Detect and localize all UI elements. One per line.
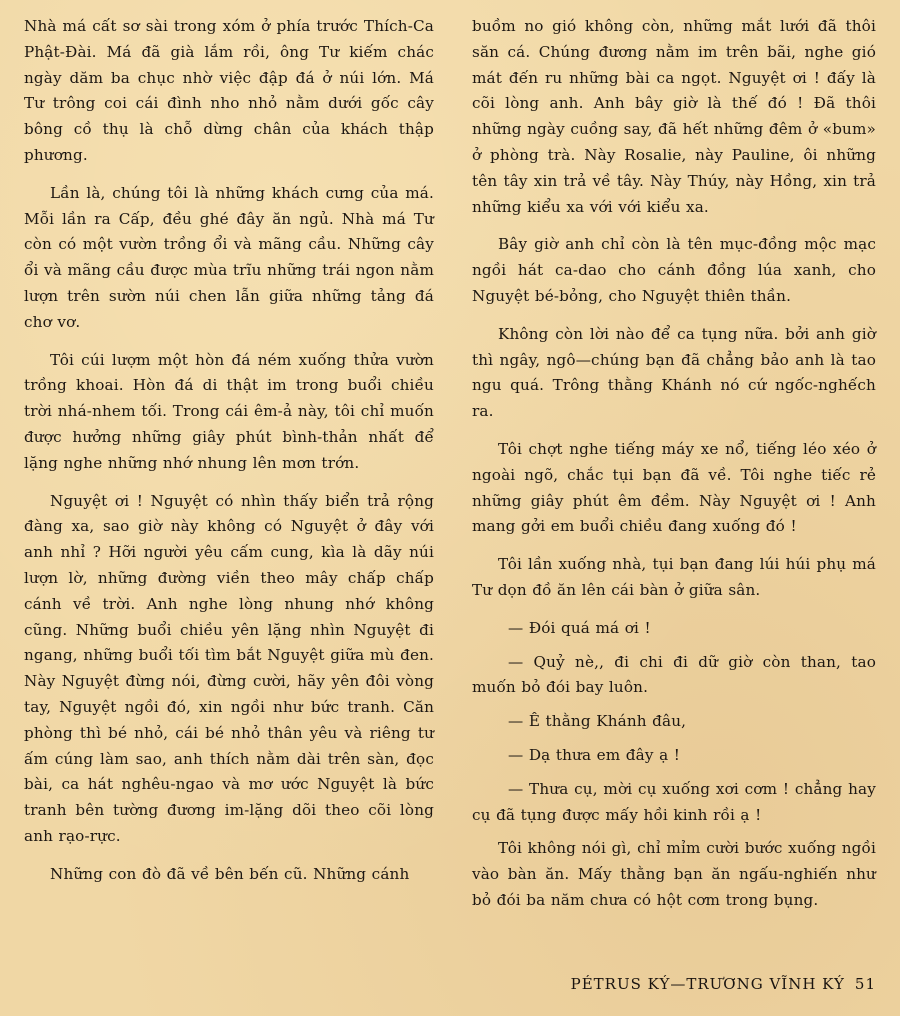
running-title: PÉTRUS KÝ—TRƯƠNG VĨNH KÝ	[570, 975, 845, 993]
paragraph: Bây giờ anh chỉ còn là tên mục-đồng mộc mạc ngồi hát ca-dao cho cánh đồng lúa xanh, cho Nguyệt bé-bỏng, cho Nguyệt thiên thần.	[472, 235, 876, 305]
right-text-column	[472, 14, 876, 926]
dialog-line: — Quỷ nè,, đi chi đi dữ giờ còn than, tao muốn bỏ đói bay luôn.	[472, 652, 876, 697]
paragraph: Nguyệt ơi ! Nguyệt có nhìn thấy biển trả rộng đàng xa, sao giờ này không có Nguyệt ở đây với anh nhỉ ? Hỡi người yêu cấm cung, kìa là dãy núi lượn lờ, những đường viền theo mây chấp chấp cánh về trời. Anh nghe lòng nhung nhớ không cũng. Những buổi chiều yên lặng nhìn Nguyệt đi ngang, những buổi tối tìm bắt Nguyệt giữa mù đen. Này Nguyệt đừng nói, đừng cười, hãy yên đôi vòng tay, Nguyệt ngồi đó, xin ngồi như bức tranh. Căn phòng thì bé nhỏ, cái bé nhỏ thân yêu và riêng tư ấm cúng làm sao, anh thích nằm dài trên sàn, đọc bài, ca hát nghêu-ngao và mơ ước Nguyệt là bức tranh bên tường đương im-lặng dõi theo cõi lòng anh rạo-rực.	[24, 491, 434, 845]
dialog-line: — Dạ thưa em đây ạ !	[508, 745, 681, 764]
paragraph: Tôi lần xuống nhà, tụi bạn đang lúi húi phụ má Tư dọn đồ ăn lên cái bàn ở giữa sân.	[472, 555, 876, 599]
left-text-column	[24, 14, 434, 900]
dialog-line: — Ê thằng Khánh đâu,	[508, 712, 687, 731]
dialog-line: — Đói quá má ơi !	[508, 618, 651, 637]
dialog-line: — Thưa cụ, mời cụ xuống xơi cơm ! chẳng hay cụ đã tụng được mấy hồi kinh rồi ạ !	[472, 779, 876, 824]
paragraph: buồm no gió không còn, những mắt lưới đã thôi săn cá. Chúng đương nằm im trên bãi, nghe gió mát đến ru những bài ca ngọt. Nguyệt ơi ! đấy là cõi lòng anh. Anh bây giờ là thế đó ! Đã thôi những ngày cuồng say, đã hết những đêm ở «bum» ở phòng trà. Này Rosalie, này Pauline, ôi những tên tây xin trả về tây. Này Thúy, này Hồng, xin trả những kiểu xa với với kiểu xa.	[472, 17, 876, 216]
paragraph: Tôi cúi lượm một hòn đá ném xuống thửa vườn trồng khoai. Hòn đá di thật im trong buổi chiều trời nhá-nhem tối. Trong cái êm-ả này, tôi chỉ muốn được hưởng những giây phút bình-thản nhất để lặng nghe những nhớ nhung lên mơn trớn.	[24, 350, 434, 472]
paragraph: Lần là, chúng tôi là những khách cưng của má. Mỗi lần ra Cấp, đều ghé đây ăn ngủ. Nhà má Tư còn có một vườn trồng ổi và mãng cầu. Những cây ổi và mãng cầu được mùa trĩu những trái ngon nằm lượn trên sườn núi chen lẫn giữa những tảng đá chơ vơ.	[24, 183, 434, 331]
page-footer	[571, 975, 876, 993]
paragraph: Nhà má cất sơ sài trong xóm ở phía trước Thích-Ca Phật-Đài. Má đã già lắm rồi, ông Tư kiếm chác ngày dăm ba chục nhờ việc đập đá ở núi lớn. Má Tư trông coi cái đình nho nhỏ nằm dưới gốc cây bông cồ thụ là chỗ dừng chân của khách thập phương.	[24, 17, 434, 164]
paragraph: Không còn lời nào để ca tụng nữa. bởi anh giờ thì ngây, ngô—chúng bạn đã chẳng bảo anh là tao ngu quá. Trông thằng Khánh nó cứ ngốc-nghếch ra.	[472, 324, 876, 421]
paragraph: Tôi không nói gì, chỉ mỉm cười bước xuống ngồi vào bàn ăn. Mấy thằng bạn ăn ngấu-nghiến như bỏ đói ba năm chưa có hột cơm trong bụng.	[472, 839, 876, 909]
page-number: 51	[854, 975, 876, 993]
paragraph: Tôi chợt nghe tiếng máy xe nổ, tiếng léo xéo ở ngoài ngõ, chắc tụi bạn đã về. Tôi nghe tiếc rẻ những giây phút êm đềm. Này Nguyệt ơi ! Anh mang gởi em buổi chiều đang xuống đó !	[472, 439, 876, 536]
paragraph: Những con đò đã về bên bến cũ. Những cánh	[50, 864, 410, 883]
